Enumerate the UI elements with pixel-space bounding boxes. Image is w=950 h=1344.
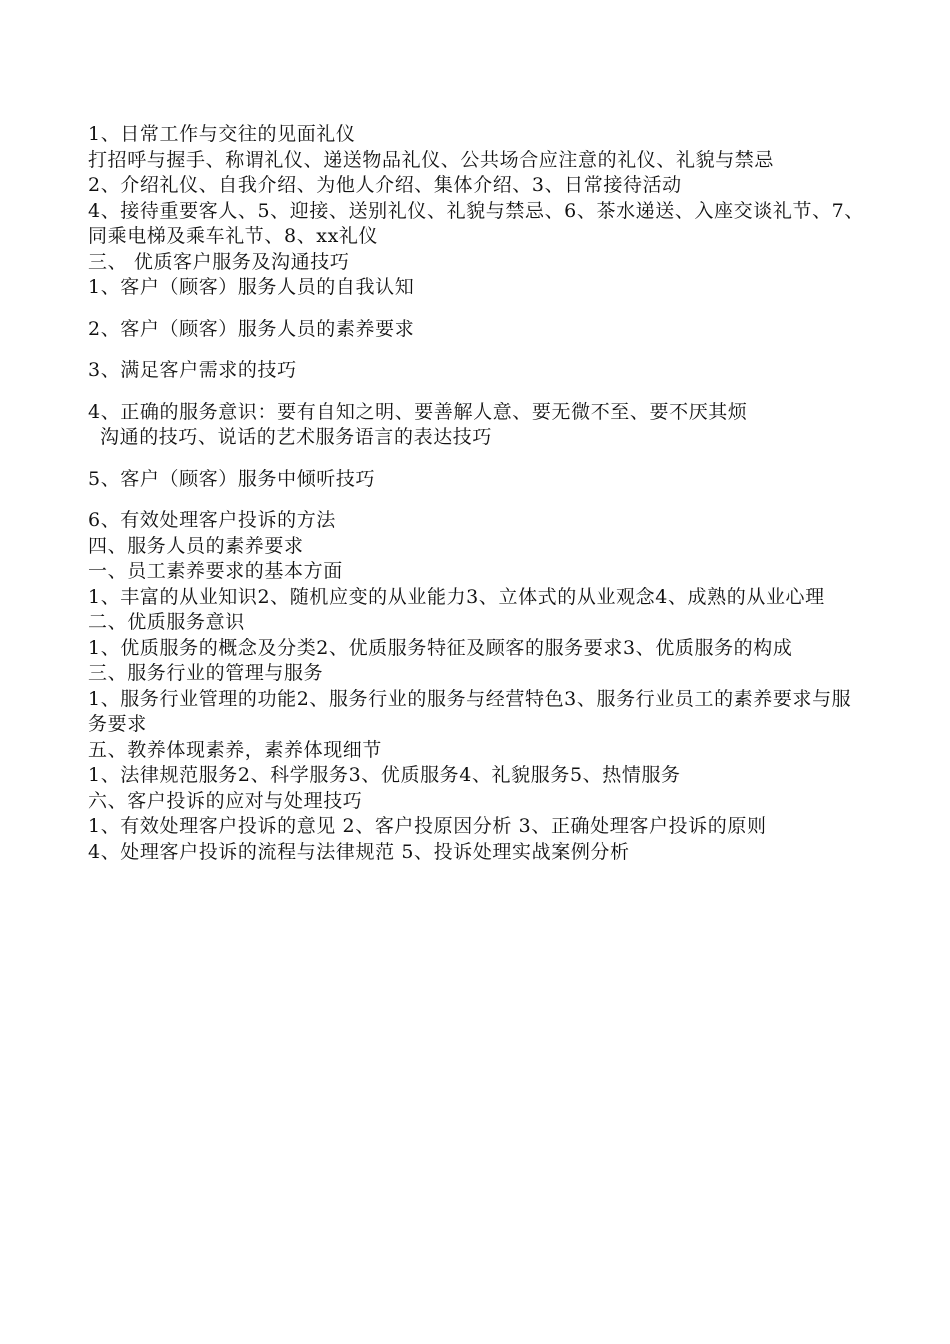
text-line: 1、客户（顾客）服务人员的自我认知 [88, 276, 415, 298]
text-line: 1、丰富的从业知识2、随机应变的从业能力3、立体式的从业观念4、成熟的从业心理 [88, 585, 825, 608]
text-line: 一、员工素养要求的基本方面 [88, 560, 343, 582]
text-line: 二、优质服务意识 [88, 611, 245, 633]
text-line: 1、有效处理客户投诉的意见 2、客户投原因分析 3、正确处理客户投诉的原则 [88, 815, 767, 837]
text-line: 1、优质服务的概念及分类2、优质服务特征及顾客的服务要求3、优质服务的构成 [88, 636, 793, 659]
text-line: 2、介绍礼仪、自我介绍、为他人介绍、集体介绍、3、日常接待活动 [88, 174, 682, 196]
text-line: 打招呼与握手、称谓礼仪、递送物品礼仪、公共场合应注意的礼仪、礼貌与禁忌 [88, 148, 775, 171]
text-line: 1、日常工作与交往的见面礼仪 [88, 123, 356, 145]
text-line: 6、有效处理客户投诉的方法 [88, 509, 336, 531]
text-line: 4、接待重要客人、5、迎接、送别礼仪、礼貌与禁忌、6、茶水递送、入座交谈礼节、7、同乘电梯及乘车礼节、8、xx礼仪 [88, 199, 864, 247]
text-line: 四、服务人员的素养要求 [88, 534, 304, 557]
text-line: 5、客户（顾客）服务中倾听技巧 [88, 467, 376, 490]
text-line: 三、服务行业的管理与服务 [88, 662, 324, 684]
text-line: 4、正确的服务意识：要有自知之明、要善解人意、要无微不至、要不厌其烦 [88, 400, 748, 423]
text-line: 1、服务行业管理的功能2、服务行业的服务与经营特色3、服务行业员工的素养要求与服务要求 [88, 687, 852, 735]
text-line: 沟通的技巧、说话的艺术服务语言的表达技巧 [100, 426, 493, 448]
text-line: 3、满足客户需求的技巧 [88, 359, 297, 381]
text-line: 1、法律规范服务2、科学服务3、优质服务4、礼貌服务5、热情服务 [88, 764, 681, 786]
text-line: 2、客户（顾客）服务人员的素养要求 [88, 317, 415, 340]
document-body [88, 122, 868, 865]
text-line: 4、处理客户投诉的流程与法律规范 5、投诉处理实战案例分析 [88, 840, 630, 863]
text-line: 六、客户投诉的应对与处理技巧 [88, 789, 363, 812]
text-line: 五、教养体现素养，素养体现细节 [88, 738, 383, 761]
text-line: 三、 优质客户服务及沟通技巧 [88, 250, 350, 273]
